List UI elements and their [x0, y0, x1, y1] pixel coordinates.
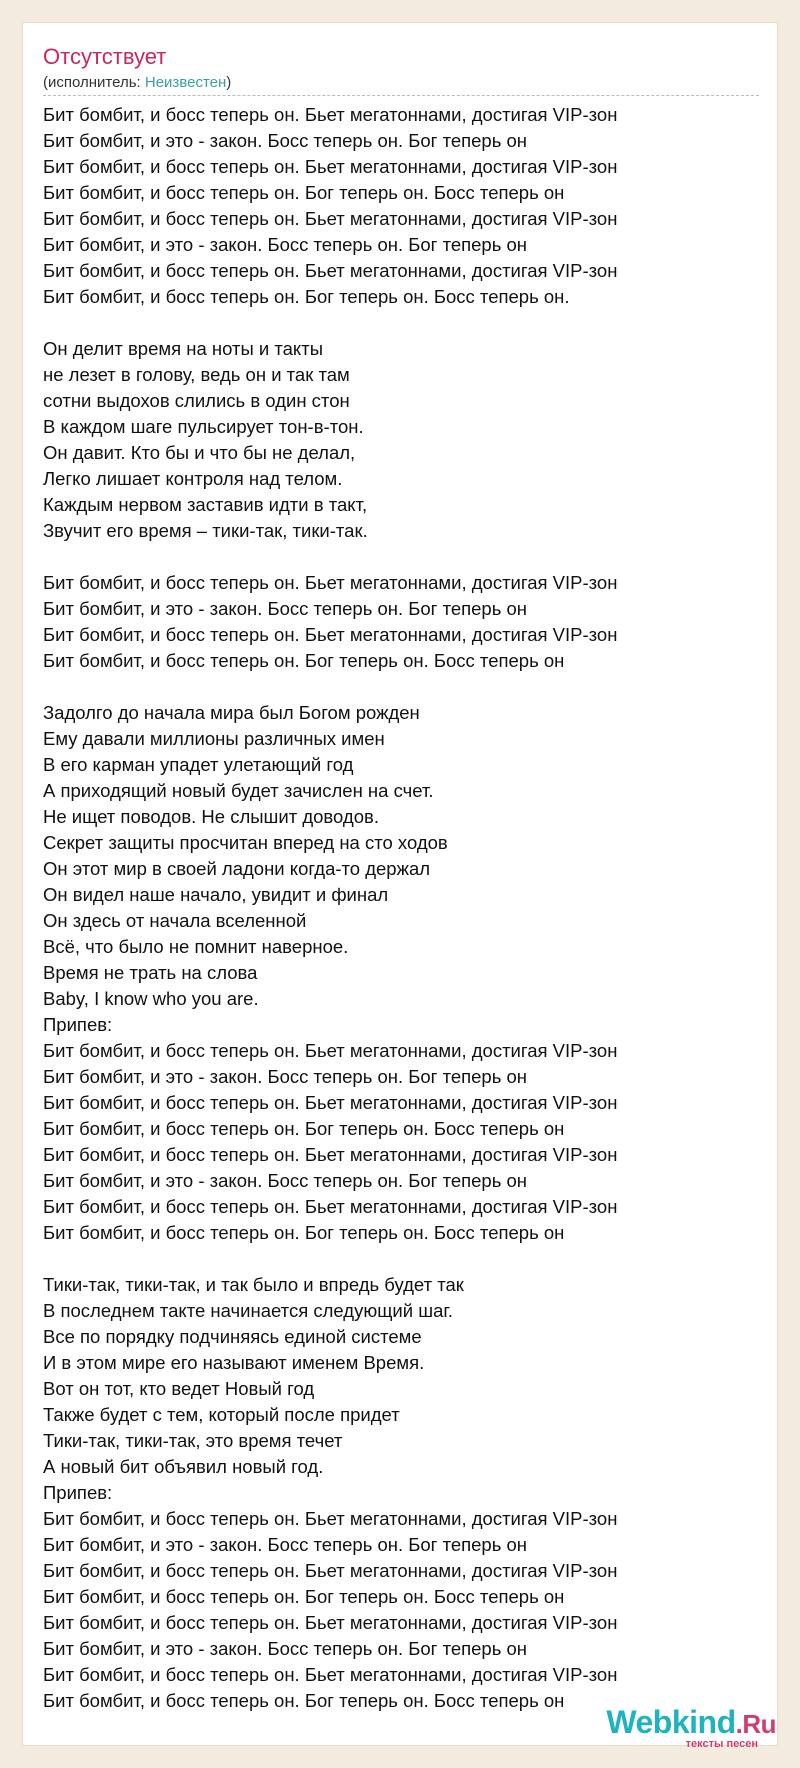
watermark-brand-main: Webkind [606, 1704, 736, 1740]
lyric-line: Бит бомбит, и босс теперь он. Бьет мегатоннами, достигая VIP-зон [43, 156, 618, 177]
lyric-line: Он здесь от начала вселенной [43, 910, 307, 931]
stanza-break [43, 310, 759, 336]
artist-prefix: (исполнитель: [43, 74, 145, 91]
lyric-line: Бит бомбит, и босс теперь он. Бьет мегатоннами, достигая VIP-зон [43, 572, 618, 593]
lyric-line: Бит бомбит, и это - закон. Босс теперь он. Бог теперь он [43, 1534, 528, 1555]
lyric-line: Бит бомбит, и босс теперь он. Бог теперь он. Босс теперь он [43, 1118, 565, 1139]
artist-link[interactable]: Неизвестен [144, 74, 227, 91]
lyric-line: Бит бомбит, и босс теперь он. Бьет мегатоннами, достигая VIP-зон [43, 624, 618, 645]
lyric-line: сотни выдохов слились в один стон [43, 390, 350, 411]
lyric-line: Вот он тот, кто ведет Новый год [43, 1378, 315, 1399]
stanza-break [43, 1246, 759, 1272]
lyric-line: Он давит. Кто бы и что бы не делал, [43, 442, 356, 463]
lyrics-card [22, 22, 778, 1746]
lyric-line: Бит бомбит, и босс теперь он. Бьет мегатоннами, достигая VIP-зон [43, 1196, 618, 1217]
lyric-line: Бит бомбит, и босс теперь он. Бьет мегатоннами, достигая VIP-зон [43, 1144, 618, 1165]
lyric-line: Бит бомбит, и босс теперь он. Бьет мегатоннами, достигая VIP-зон [43, 1664, 618, 1685]
song-title: Отсутствует [43, 44, 167, 69]
lyric-line: Baby, I know who you are. [43, 988, 259, 1009]
lyric-line: Он делит время на ноты и такты [43, 338, 323, 359]
lyric-line: Бит бомбит, и босс теперь он. Бог теперь он. Босс теперь он [43, 650, 565, 671]
watermark-brand-suffix: .Ru [735, 1709, 776, 1739]
lyric-line: Бит бомбит, и босс теперь он. Бьет мегатоннами, достигая VIP-зон [43, 104, 618, 125]
lyric-line: Бит бомбит, и босс теперь он. Бьет мегатоннами, достигая VIP-зон [43, 1092, 618, 1113]
lyrics-text [43, 102, 759, 1714]
lyric-line: Бит бомбит, и босс теперь он. Бог теперь он. Босс теперь он [43, 1690, 565, 1711]
lyric-line: В последнем такте начинается следующий шаг. [43, 1300, 453, 1321]
lyric-line: Тики-так, тики-так, и так было и впредь будет так [43, 1274, 464, 1295]
lyric-line: Бит бомбит, и босс теперь он. Бог теперь он. Босс теперь он [43, 182, 565, 203]
lyric-line: Бит бомбит, и босс теперь он. Бьет мегатоннами, достигая VIP-зон [43, 1612, 618, 1633]
lyric-line: Бит бомбит, и босс теперь он. Бьет мегатоннами, достигая VIP-зон [43, 1508, 618, 1529]
lyric-line: Звучит его время – тики-так, тики-так. [43, 520, 368, 541]
lyric-line: Бит бомбит, и босс теперь он. Бьет мегатоннами, достигая VIP-зон [43, 1040, 618, 1061]
lyric-line: А приходящий новый будет зачислен на счет. [43, 780, 434, 801]
lyric-line: Бит бомбит, и босс теперь он. Бьет мегатоннами, достигая VIP-зон [43, 208, 618, 229]
lyric-line: Задолго до начала мира был Богом рожден [43, 702, 420, 723]
lyric-line: Каждым нервом заставив идти в такт, [43, 494, 368, 515]
lyric-line: Ему давали миллионы различных имен [43, 728, 385, 749]
watermark-logo [606, 1704, 776, 1742]
site-watermark [576, 1704, 776, 1754]
lyric-line: Припев: [43, 1482, 113, 1503]
lyric-line: Бит бомбит, и босс теперь он. Бьет мегатоннами, достигая VIP-зон [43, 1560, 618, 1581]
lyric-line: Также будет с тем, который после придет [43, 1404, 400, 1425]
header-divider [43, 95, 759, 96]
lyric-line: А новый бит объявил новый год. [43, 1456, 324, 1477]
lyric-line: Бит бомбит, и босс теперь он. Бьет мегатоннами, достигая VIP-зон [43, 260, 618, 281]
stanza-break [43, 674, 759, 700]
stanza-break [43, 544, 759, 570]
lyric-line: Легко лишает контроля над телом. [43, 468, 343, 489]
lyric-line: Бит бомбит, и это - закон. Босс теперь он. Бог теперь он [43, 234, 528, 255]
lyric-line: Он этот мир в своей ладони когда-то держал [43, 858, 431, 879]
artist-line [43, 73, 231, 93]
lyric-line: не лезет в голову, ведь он и так там [43, 364, 350, 385]
lyric-line: Тики-так, тики-так, это время течет [43, 1430, 343, 1451]
lyric-line: Он видел наше начало, увидит и финал [43, 884, 389, 905]
lyric-line: Не ищет поводов. Не слышит доводов. [43, 806, 379, 827]
lyric-line: В каждом шаге пульсирует тон-в-тон. [43, 416, 364, 437]
lyric-line: Бит бомбит, и это - закон. Босс теперь он. Бог теперь он [43, 130, 528, 151]
lyric-line: Бит бомбит, и босс теперь он. Бог теперь он. Босс теперь он [43, 1586, 565, 1607]
lyric-line: Бит бомбит, и это - закон. Босс теперь он. Бог теперь он [43, 598, 528, 619]
artist-suffix: ) [226, 74, 232, 91]
lyric-line: Бит бомбит, и это - закон. Босс теперь он. Бог теперь он [43, 1638, 528, 1659]
lyric-line: Всё, что было не помнит наверное. [43, 936, 349, 957]
lyric-line: Бит бомбит, и это - закон. Босс теперь он. Бог теперь он [43, 1170, 528, 1191]
lyric-line: Бит бомбит, и босс теперь он. Бог теперь он. Босс теперь он. [43, 286, 570, 307]
lyric-line: Припев: [43, 1014, 113, 1035]
lyric-line: В его карман упадет улетающий год [43, 754, 354, 775]
lyric-line: Время не трать на слова [43, 962, 258, 983]
lyric-line: Секрет защиты просчитан вперед на сто ходов [43, 832, 448, 853]
lyric-line: Все по порядку подчиняясь единой системе [43, 1326, 422, 1347]
lyric-line: И в этом мире его называют именем Время. [43, 1352, 425, 1373]
watermark-tagline: тексты песен [685, 1738, 758, 1750]
lyric-line: Бит бомбит, и это - закон. Босс теперь он. Бог теперь он [43, 1066, 528, 1087]
lyric-line: Бит бомбит, и босс теперь он. Бог теперь он. Босс теперь он [43, 1222, 565, 1243]
